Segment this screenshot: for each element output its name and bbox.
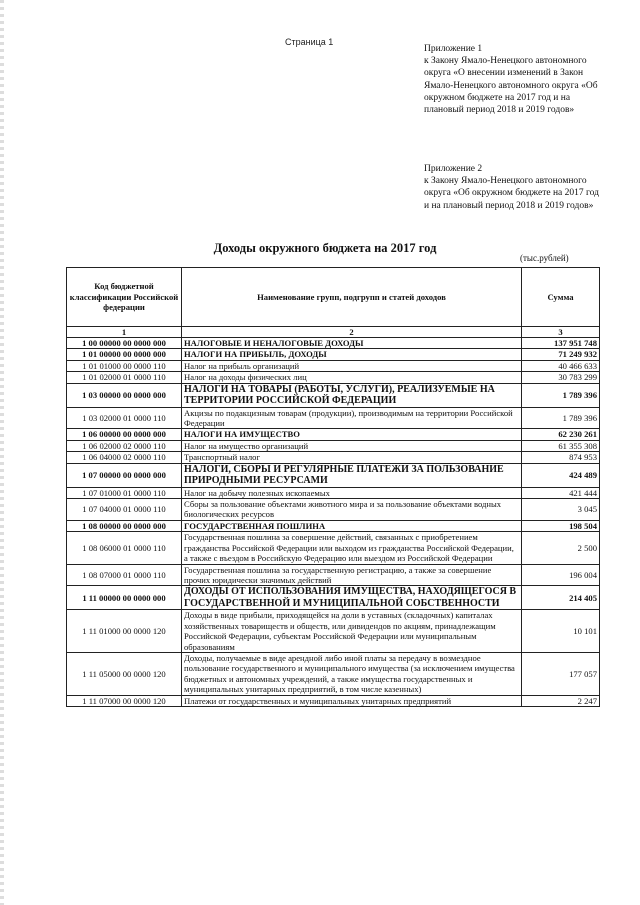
row-code: 1 06 00000 00 0000 000 bbox=[67, 429, 182, 440]
table-row bbox=[67, 520, 600, 531]
row-code: 1 07 01000 01 0000 110 bbox=[67, 487, 182, 498]
row-name: Транспортный налог bbox=[182, 452, 522, 463]
table-row bbox=[67, 429, 600, 440]
row-name: ДОХОДЫ ОТ ИСПОЛЬЗОВАНИЯ ИМУЩЕСТВА, НАХОДЯЩЕГОСЯ В ГОСУДАРСТВЕННОЙ И МУНИЦИПАЛЬНОЙ СОБСТВЕННОСТИ bbox=[182, 586, 522, 610]
table-row bbox=[67, 372, 600, 383]
column-number: 1 bbox=[67, 327, 182, 338]
row-sum: 421 444 bbox=[522, 487, 600, 498]
row-code: 1 11 01000 00 0000 120 bbox=[67, 610, 182, 653]
table-row bbox=[67, 452, 600, 463]
table-row bbox=[67, 499, 600, 521]
row-code: 1 06 04000 02 0000 110 bbox=[67, 452, 182, 463]
row-sum: 874 953 bbox=[522, 452, 600, 463]
row-sum: 177 057 bbox=[522, 652, 600, 695]
table-row bbox=[67, 407, 600, 429]
row-name: ГОСУДАРСТВЕННАЯ ПОШЛИНА bbox=[182, 520, 522, 531]
column-number: 2 bbox=[182, 327, 522, 338]
table-body bbox=[67, 338, 600, 707]
row-name: Платежи от государственных и муниципальных унитарных предприятий bbox=[182, 695, 522, 706]
row-code: 1 06 02000 02 0000 110 bbox=[67, 440, 182, 451]
row-code: 1 07 04000 01 0000 110 bbox=[67, 499, 182, 521]
row-code: 1 07 00000 00 0000 000 bbox=[67, 463, 182, 487]
row-code: 1 08 00000 00 0000 000 bbox=[67, 520, 182, 531]
row-sum: 424 489 bbox=[522, 463, 600, 487]
row-name: Сборы за пользование объектами животного мира и за пользование объектами водных биологических ресурсов bbox=[182, 499, 522, 521]
row-name: НАЛОГИ НА ТОВАРЫ (РАБОТЫ, УСЛУГИ), РЕАЛИЗУЕМЫЕ НА ТЕРРИТОРИИ РОССИЙСКОЙ ФЕДЕРАЦИИ bbox=[182, 383, 522, 407]
row-sum: 62 230 261 bbox=[522, 429, 600, 440]
row-code: 1 11 05000 00 0000 120 bbox=[67, 652, 182, 695]
row-name: Акцизы по подакцизным товарам (продукции), производимым на территории Российской Федерации bbox=[182, 407, 522, 429]
scan-edge bbox=[0, 0, 4, 905]
row-name: Государственная пошлина за совершение действий, связанных с приобретением гражданства Российской Федерации или выходом из гражданства Российской Федерации, а также с въездом в Российскую Федерацию или выездом из Российской Федерации bbox=[182, 532, 522, 564]
row-code: 1 03 00000 00 0000 000 bbox=[67, 383, 182, 407]
unit-label: (тыс.рублей) bbox=[520, 253, 569, 263]
table-header-row bbox=[67, 268, 600, 327]
row-name: НАЛОГОВЫЕ И НЕНАЛОГОВЫЕ ДОХОДЫ bbox=[182, 338, 522, 349]
row-sum: 2 500 bbox=[522, 532, 600, 564]
row-name: Налог на доходы физических лиц bbox=[182, 372, 522, 383]
table-row bbox=[67, 695, 600, 706]
row-code: 1 11 00000 00 0000 000 bbox=[67, 586, 182, 610]
row-sum: 1 789 396 bbox=[522, 407, 600, 429]
row-sum: 137 951 748 bbox=[522, 338, 600, 349]
row-code: 1 01 02000 01 0000 110 bbox=[67, 372, 182, 383]
row-sum: 214 405 bbox=[522, 586, 600, 610]
header-sum: Сумма bbox=[522, 268, 600, 327]
row-name: НАЛОГИ, СБОРЫ И РЕГУЛЯРНЫЕ ПЛАТЕЖИ ЗА ПОЛЬЗОВАНИЕ ПРИРОДНЫМИ РЕСУРСАМИ bbox=[182, 463, 522, 487]
column-number-row bbox=[67, 327, 600, 338]
row-code: 1 01 01000 00 0000 110 bbox=[67, 360, 182, 371]
table-row bbox=[67, 338, 600, 349]
row-name: Налог на прибыль организаций bbox=[182, 360, 522, 371]
row-code: 1 08 07000 01 0000 110 bbox=[67, 564, 182, 586]
header-code: Код бюджетной классификации Российской федерации bbox=[67, 268, 182, 327]
table-row bbox=[67, 360, 600, 371]
row-sum: 198 504 bbox=[522, 520, 600, 531]
row-name: Доходы в виде прибыли, приходящейся на доли в уставных (складочных) капиталах хозяйственных товариществ и обществ, или дивидендов по акциям, принадлежащим Российской Федерации, субъектам Российской Федерации или муниципальным образованиям bbox=[182, 610, 522, 653]
row-sum: 30 783 299 bbox=[522, 372, 600, 383]
table-row bbox=[67, 586, 600, 610]
row-code: 1 01 00000 00 0000 000 bbox=[67, 349, 182, 360]
document-title: Доходы окружного бюджета на 2017 год bbox=[213, 241, 437, 255]
appendix-1-note: Приложение 1 к Закону Ямало-Ненецкого автономного округа «О внесении изменений в Закон Ямало-Ненецкого автономного округа «Об окружном бюджете на 2017 год и на плановый период 2018 и 2019 годов» bbox=[424, 44, 598, 116]
row-sum: 2 247 bbox=[522, 695, 600, 706]
table-row bbox=[67, 383, 600, 407]
table-row bbox=[67, 349, 600, 360]
row-name: НАЛОГИ НА ИМУЩЕСТВО bbox=[182, 429, 522, 440]
row-sum: 71 249 932 bbox=[522, 349, 600, 360]
row-code: 1 08 06000 01 0000 110 bbox=[67, 532, 182, 564]
header-name: Наименование групп, подгрупп и статей доходов bbox=[182, 268, 522, 327]
table-row bbox=[67, 463, 600, 487]
table-row bbox=[67, 564, 600, 586]
row-sum: 10 101 bbox=[522, 610, 600, 653]
revenue-table bbox=[66, 267, 600, 707]
row-name: Налог на имущество организаций bbox=[182, 440, 522, 451]
row-sum: 3 045 bbox=[522, 499, 600, 521]
table-row bbox=[67, 487, 600, 498]
column-number: 3 bbox=[522, 327, 600, 338]
row-sum: 1 789 396 bbox=[522, 383, 600, 407]
table-row bbox=[67, 652, 600, 695]
row-name: НАЛОГИ НА ПРИБЫЛЬ, ДОХОДЫ bbox=[182, 349, 522, 360]
row-code: 1 11 07000 00 0000 120 bbox=[67, 695, 182, 706]
row-code: 1 03 02000 01 0000 110 bbox=[67, 407, 182, 429]
table-row bbox=[67, 610, 600, 653]
row-sum: 61 355 308 bbox=[522, 440, 600, 451]
row-name: Государственная пошлина за государственную регистрацию, а также за совершение прочих юридически значимых действий bbox=[182, 564, 522, 586]
table-row bbox=[67, 532, 600, 564]
row-sum: 40 466 633 bbox=[522, 360, 600, 371]
appendix-2-note: Приложение 2 к Закону Ямало-Ненецкого автономного округа «Об окружном бюджете на 2017 год и на плановый период 2018 и 2019 годов» bbox=[424, 164, 599, 211]
row-name: Налог на добычу полезных ископаемых bbox=[182, 487, 522, 498]
page-label: Страница 1 bbox=[285, 37, 334, 47]
table-row bbox=[67, 440, 600, 451]
row-name: Доходы, получаемые в виде арендной либо иной платы за передачу в возмездное пользование государственного и муниципального имущества (за исключением имущества бюджетных и автономных учреждений, а также имущества государственных и муниципальных унитарных предприятий, в том числе казенных) bbox=[182, 652, 522, 695]
row-code: 1 00 00000 00 0000 000 bbox=[67, 338, 182, 349]
row-sum: 196 004 bbox=[522, 564, 600, 586]
